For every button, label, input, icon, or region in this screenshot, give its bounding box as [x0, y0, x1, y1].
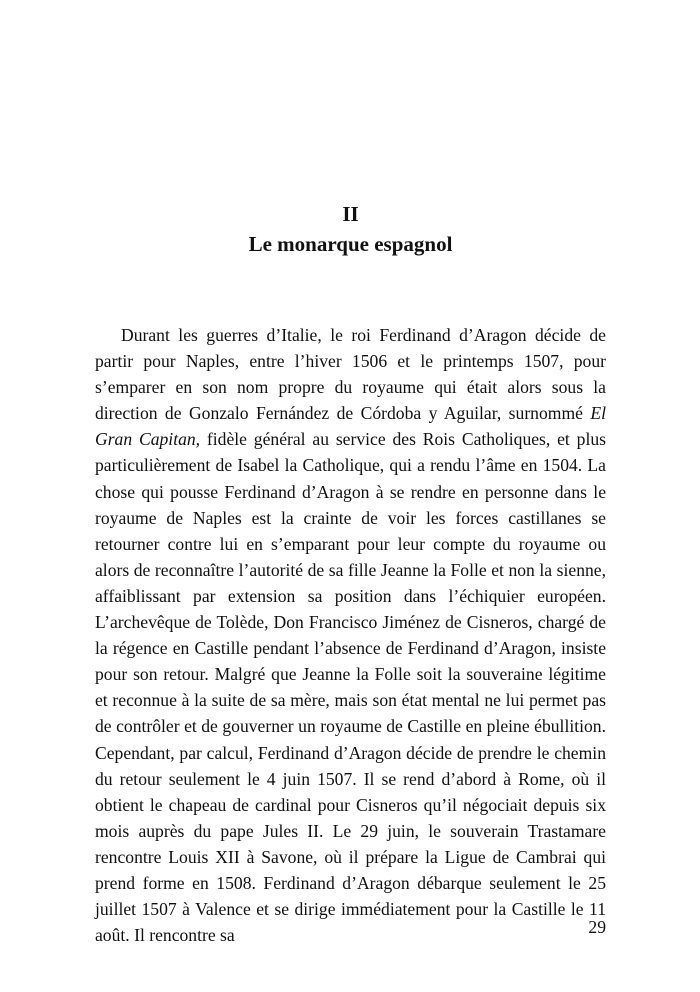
chapter-title: Le monarque espagnol: [248, 232, 453, 256]
paragraph-text-part1: Durant les guerres d’Italie, le roi Ferdinand d’Aragon décide de partir pour Naples, entre l’hiver 1506 et le printemps 1507, pour s’emparer en son nom propre du royaume qui était alors sous la direction de Gonzalo Fernández de Córdoba y Aguilar, surnommé: [95, 325, 606, 424]
paragraph: [95, 322, 606, 948]
chapter-number: II: [342, 202, 359, 226]
chapter-heading: [95, 200, 606, 258]
paragraph-text-part2: fidèle général au service des Rois Catholiques, et plus particulièrement de Isabel la Catholique, qui a rendu l’âme en 1504. La chose qui pousse Ferdinand d’Aragon à se rendre en personne dans le royaume de Naples est la crainte de voir les forces castillanes se retourner contre lui en s’emparant pour leur compte du royaume ou alors de reconnaître l’autorité de sa fille Jeanne la Folle et non la sienne, affaiblissant par extension sa position dans l’échiquier européen. L’archevêque de Tolède, Don Francisco Jiménez de Cisneros, chargé de la régence en Castille pendant l’absence de Ferdinand d’Aragon, insiste pour son retour. Malgré que Jeanne la Folle soit la souveraine légitime et reconnue à la suite de sa mère, mais son état mental ne lui permet pas de contrôler et de gouverner un royaume de Castille en pleine ébullition. Cependant, par calcul, Ferdinand d’Aragon décide de prendre le chemin du retour seulement le 4 juin 1507. Il se rend d’abord à Rome, où il obtient le chapeau de cardinal pour Cisneros qu’il négociait depuis six mois auprès du pape Jules II. Le 29 juin, le souverain Trastamare rencontre Louis XII à Savone, où il prépare la Ligue de Cambrai qui prend forme en 1508. Ferdinand d’Aragon débarque seulement le 25 juillet 1507 à Valence et se dirige immédiatement pour la Castille le 11 août. Il rencontre sa: [95, 429, 606, 946]
page-number: 29: [588, 917, 606, 937]
paragraph-italic-nickname: El Gran Capitan,: [95, 403, 606, 450]
body-text: [95, 322, 606, 948]
